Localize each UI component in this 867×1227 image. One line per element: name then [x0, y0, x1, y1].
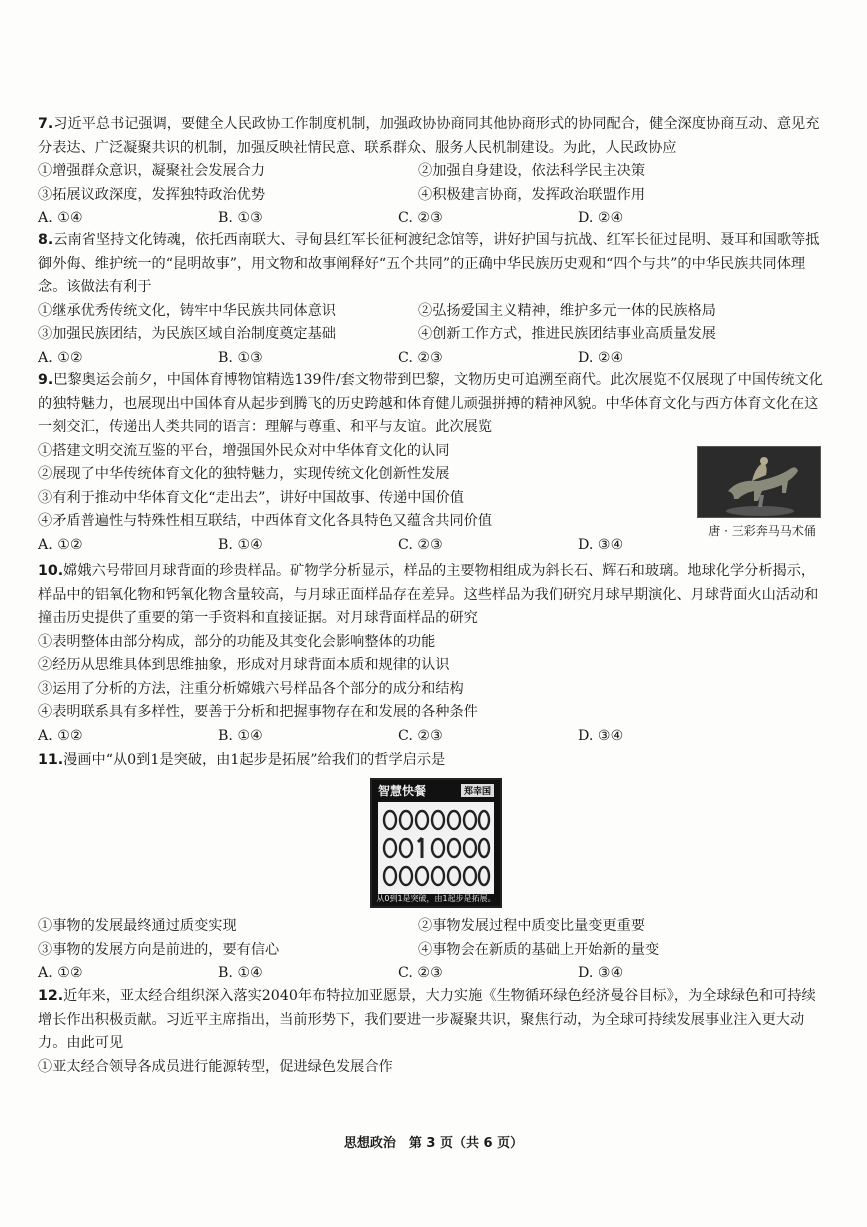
options [38, 160, 828, 207]
question-number: 7. [38, 116, 54, 132]
option-3: ③加强民族团结，为民族区域自治制度奠定基础 [38, 326, 336, 342]
answer-choices [38, 207, 828, 231]
question-11 [38, 749, 828, 773]
comic-author: 郑幸国 [461, 784, 494, 797]
question-number: 10. [38, 563, 64, 579]
question-number: 8. [38, 232, 54, 248]
choice-a: A. ①② [38, 536, 83, 553]
question-12-stem [38, 985, 828, 1056]
choice-b: B. ①③ [218, 210, 263, 226]
options [38, 440, 688, 534]
answer-choices [38, 962, 828, 986]
question-number: 11. [38, 752, 64, 768]
question-10-stem [38, 560, 828, 631]
options [38, 300, 828, 347]
option-2: ②事物发展过程中质变比量变更重要 [418, 918, 646, 934]
option-3: ③有利于推动中华体育文化“走出去”，讲好中国故事、传递中国价值 [38, 489, 464, 506]
choice-d: D. ②④ [578, 349, 624, 366]
option-3: ③运用了分析的方法，注重分析嫦娥六号样品各个部分的成分和结构 [38, 680, 464, 697]
choice-a: A. ①② [38, 727, 83, 744]
option-1: ①继承优秀传统文化，铸牢中华民族共同体意识 [38, 302, 336, 319]
question-8 [38, 229, 828, 370]
choice-d: D. ③④ [578, 536, 624, 553]
question-7-stem [38, 113, 828, 160]
choice-c: C. ②③ [398, 965, 443, 981]
stem-text: 习近平总书记强调，要健全人民政协工作制度机制，加强政协协商同其他协商形式的协同配合，健全深度协商互动、意见充分表达、广泛凝聚共识的机制，加强反映社情民意、联系群众、服务人民机制建设。为此，人民政协应 [38, 116, 820, 156]
choice-c: C. ②③ [398, 210, 443, 226]
choice-a: A. ①④ [38, 210, 83, 226]
options [38, 1056, 828, 1080]
options [38, 915, 828, 962]
comic-header [372, 780, 500, 800]
option-1: ①事物的发展最终通过质变实现 [38, 918, 237, 934]
stem-text: 嫦娥六号带回月球背面的珍贵样品。矿物学分析显示，样品的主要物相组成为斜长石、辉石和玻璃。地球化学分析揭示，样品中的铝氧化物和钙氧化物含量较高，与月球正面样品存在差异。这些样品为我们研究月球早期演化、月球背面火山活动和撞击历史提供了重要的第一手资料和直接证据。对月球背面样品的研究 [38, 563, 819, 626]
horse-figurine-icon [698, 447, 821, 518]
choice-d: D. ③④ [578, 965, 624, 981]
zero-one-crowd-icon [378, 802, 494, 894]
question-8-stem [38, 229, 828, 300]
choice-a: A. ①② [38, 965, 83, 981]
comic-title: 智慧快餐 [378, 783, 427, 798]
option-4: ④积极建言协商，发挥政治联盟作用 [418, 186, 646, 203]
options [38, 631, 828, 725]
stem-text: 巴黎奥运会前夕，中国体育博物馆精选139件/套文物带到巴黎，文物历史可追溯至商代。此次展览不仅展现了中国传统文化的独特魅力，也展现出中国体育从起步到腾飞的历史跨越和体育健儿顽强拼搏的精神风貌。中华体育文化与西方体育文化在这一刻交汇，传递出人类共同的语言：理解与尊重、和平与友谊。此次展览 [38, 372, 823, 435]
image-caption: 唐 · 三彩奔马马术俑 [708, 524, 816, 538]
option-1: ①增强群众意识，凝聚社会发展合力 [38, 163, 266, 179]
question-10 [38, 560, 828, 748]
option-3: ③事物的发展方向是前进的，要有信心 [38, 941, 280, 958]
question-11-stem [38, 749, 828, 773]
option-2: ②加强自身建设，依法科学民主决策 [418, 163, 646, 179]
question-number: 12. [38, 988, 64, 1004]
horse-figurine-image [697, 446, 821, 518]
choice-c: C. ②③ [398, 349, 443, 366]
choice-b: B. ①④ [218, 536, 263, 553]
question-number: 9. [38, 372, 54, 388]
option-1: ①搭建文明交流互鉴的平台，增强国外民众对中华体育文化的认同 [38, 442, 450, 459]
stem-text: 云南省坚持文化铸魂，依托西南联大、寻甸县红军长征柯渡纪念馆等，讲好护国与抗战、红军长征过昆明、聂耳和国歌等抵御外侮、维护统一的“昆明故事”，用文物和故事阐释好“五个共同”的正确中华民族历史观和“四个与共”的中华民族共同体理念。该做法有利于 [38, 232, 820, 295]
option-4: ④创新工作方式，推进民族团结事业高质量发展 [418, 326, 716, 342]
option-1: ①亚太经合领导各成员进行能源转型，促进绿色发展合作 [38, 1058, 393, 1075]
answer-choices [38, 347, 828, 371]
page-footer: 思想政治 第 3 页（共 6 页） [343, 1136, 524, 1151]
answer-choices [38, 725, 828, 749]
question-9-stem [38, 369, 828, 440]
comic-drawing [378, 802, 494, 894]
choice-b: B. ①④ [218, 965, 263, 981]
option-4: ④事物会在新质的基础上开始新的量变 [418, 941, 660, 958]
option-4: ④矛盾普遍性与特殊性相互联结，中西体育文化各具特色又蕴含共同价值 [38, 513, 493, 529]
option-1: ①表明整体由部分构成，部分的功能及其变化会影响整体的功能 [38, 633, 436, 650]
choice-c: C. ②③ [398, 727, 443, 744]
question-12 [38, 985, 828, 1079]
choice-c: C. ②③ [398, 536, 443, 553]
option-2: ②弘扬爱国主义精神，维护多元一体的民族格局 [418, 302, 716, 319]
question-7 [38, 113, 828, 231]
option-2: ②经历从思维具体到思维抽象，形成对月球背面本质和规律的认识 [38, 657, 450, 673]
option-2: ②展现了中华传统体育文化的独特魅力，实现传统文化创新性发展 [38, 466, 450, 482]
choice-d: D. ③④ [578, 727, 624, 744]
comic-image [370, 778, 502, 908]
stem-text: 漫画中“从0到1是突破，由1起步是拓展”给我们的哲学启示是 [63, 752, 446, 768]
choice-b: B. ①④ [218, 727, 263, 744]
stem-text: 近年来，亚太经合组织深入落实2040年布特拉加亚愿景，大力实施《生物循环绿色经济曼谷目标》，为全球绿色和可持续增长作出积极贡献。习近平主席指出，当前形势下，我们要进一步凝聚共识，聚焦行动，为全球可持续发展事业注入更大动力。由此可见 [38, 988, 816, 1051]
choice-d: D. ②④ [578, 210, 624, 226]
option-3: ③拓展议政深度，发挥独特政治优势 [38, 186, 266, 203]
choice-b: B. ①③ [218, 349, 263, 366]
comic-caption: 从0到1是突破，由1起步是拓展。 [376, 894, 496, 903]
option-4: ④表明联系具有多样性，要善于分析和把握事物存在和发展的各种条件 [38, 704, 478, 720]
question-11-options [38, 915, 828, 986]
choice-a: A. ①② [38, 349, 83, 366]
